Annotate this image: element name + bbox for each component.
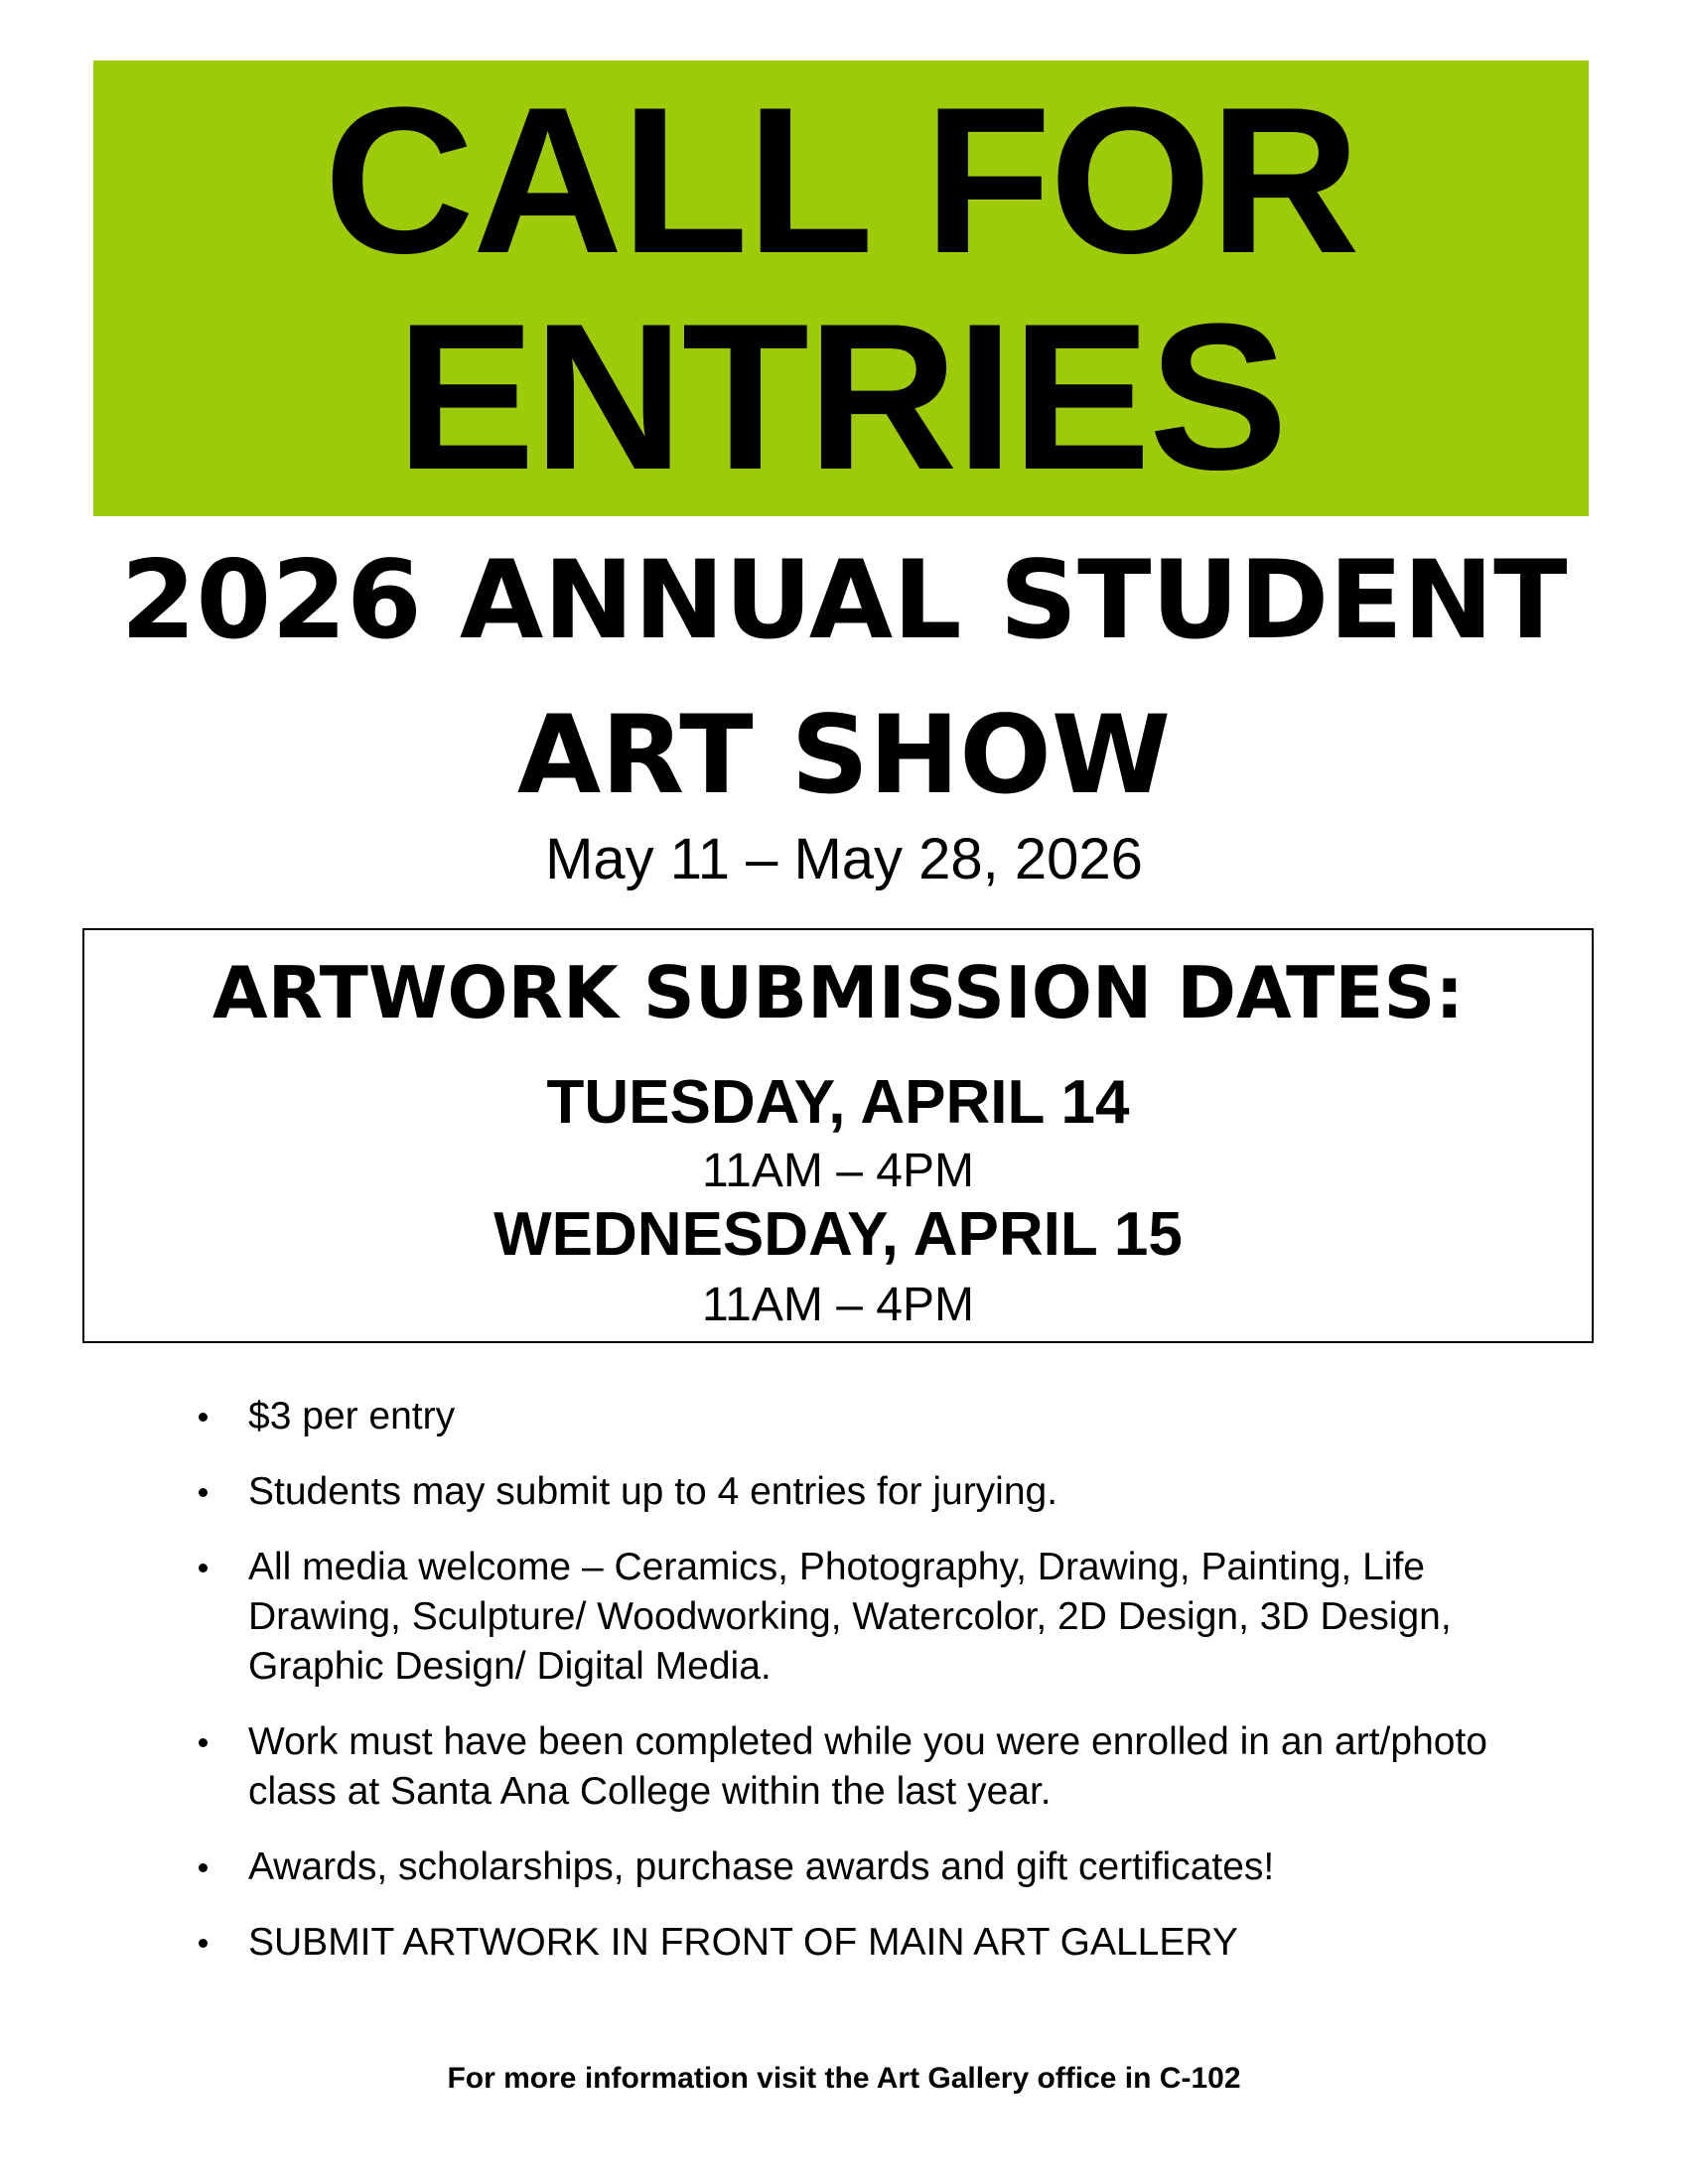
list-item-text: $3 per entry [248, 1395, 456, 1437]
submission-day-1: TUESDAY, APRIL 14 [546, 1068, 1130, 1137]
list-item-text: Students may submit up to 4 entries for jurying. [248, 1470, 1058, 1513]
list-item [199, 1467, 1539, 1517]
list-item-text: Work must have been completed while you were enrolled in an art/photo class at Santa Ana College within the last year. [248, 1720, 1487, 1813]
bullet-icon [199, 1939, 208, 1948]
list-item-text: Awards, scholarships, purchase awards and gift certificates! [248, 1845, 1275, 1888]
submission-time-2: 11AM – 4PM [702, 1279, 974, 1331]
list-item [199, 1392, 1539, 1441]
show-dates: May 11 – May 28, 2026 [545, 827, 1143, 891]
banner-line-1: CALL FOR [324, 63, 1358, 297]
show-title-line-1: 2026 ANNUAL STUDENT [120, 537, 1568, 663]
list-item-text: SUBMIT ARTWORK IN FRONT OF MAIN ART GALLERY [248, 1921, 1238, 1964]
submission-heading: ARTWORK SUBMISSION DATES: [211, 951, 1465, 1034]
list-item [199, 1717, 1539, 1817]
banner-line-2: ENTRIES [395, 279, 1287, 513]
bullet-icon [199, 1564, 208, 1572]
bullet-icon [199, 1413, 208, 1422]
bullet-icon [199, 1738, 208, 1747]
list-item-text: All media welcome – Ceramics, Photography, Drawing, Painting, Life Drawing, Sculpture/ Woodworking, Watercolor, 2D Design, 3D Design, Graphic Design/ Digital Media. [248, 1546, 1452, 1688]
call-for-entries-banner [93, 61, 1589, 516]
details-list [199, 1392, 1539, 1993]
bullet-icon [199, 1863, 208, 1872]
bullet-icon [199, 1488, 208, 1497]
show-title-line-2: ART SHOW [516, 692, 1172, 818]
submission-day-2: WEDNESDAY, APRIL 15 [493, 1200, 1183, 1269]
submission-dates-box [82, 928, 1594, 1343]
list-item [199, 1843, 1539, 1892]
footer-note: For more information visit the Art Gallery office in C-102 [447, 2062, 1241, 2095]
list-item [199, 1918, 1539, 1968]
submission-time-1: 11AM – 4PM [702, 1145, 974, 1197]
list-item [199, 1543, 1539, 1692]
